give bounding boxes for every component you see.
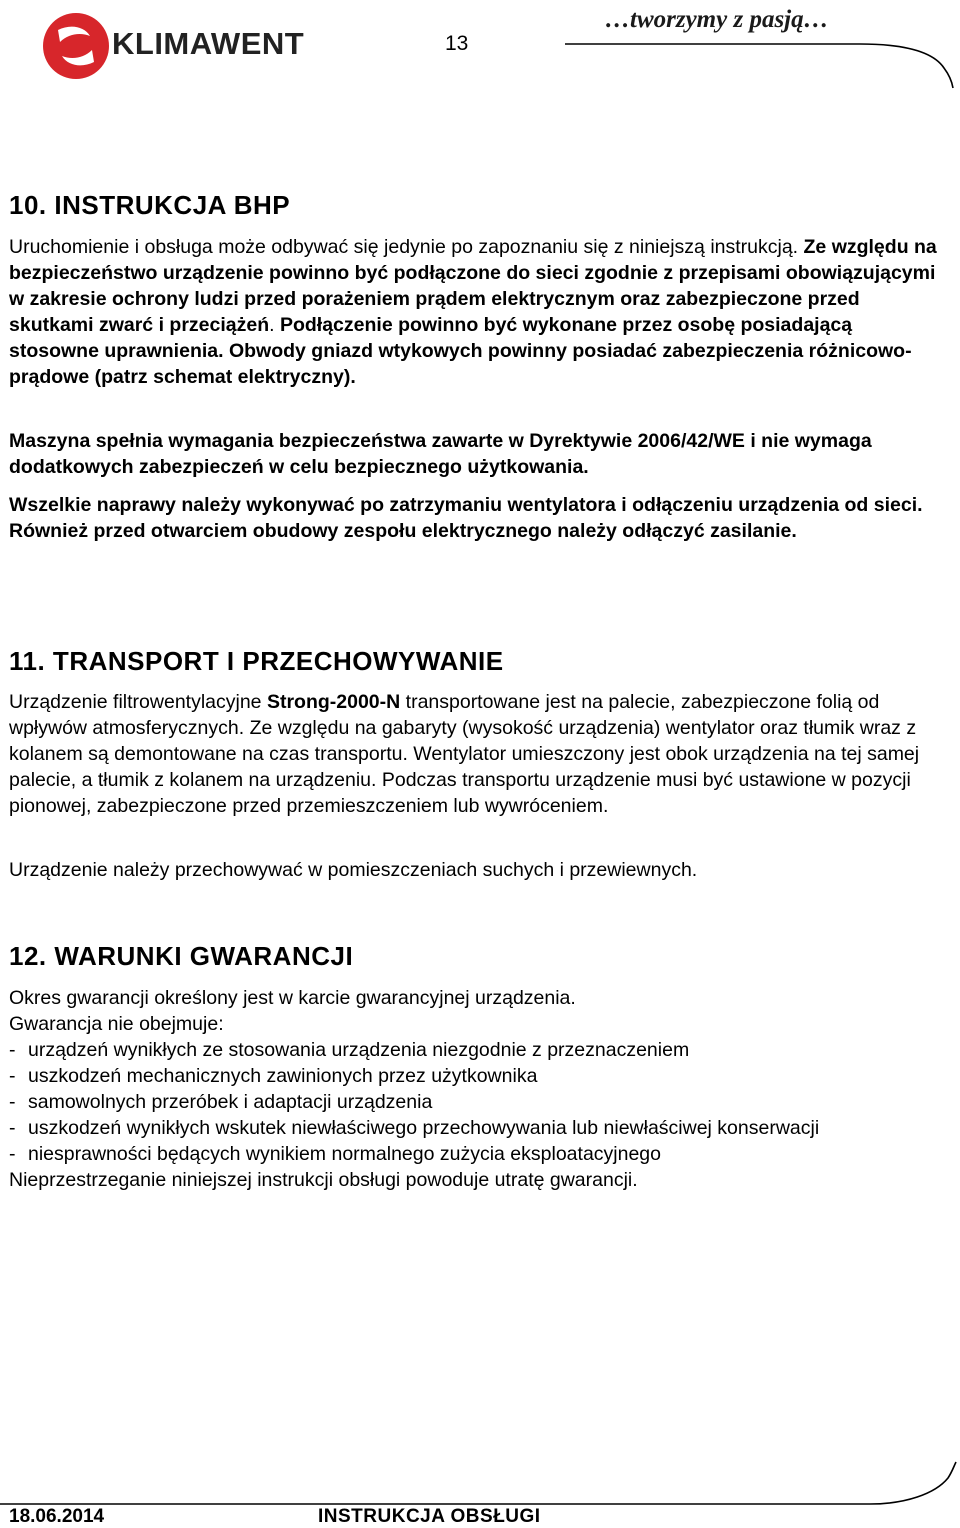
page-number: 13 [445, 32, 469, 55]
bhp-connection-text: Podłączenie powinno być wykonane przez osobę posiadającą stosowne uprawnienia. Obwody gniazd wtykowych powinny posiadać zabezpieczenia różnicowo-prądowe (patrz schemat elektryczny). [9, 314, 912, 388]
footer-decorative-curve [0, 1460, 960, 1510]
list-item: - urządzeń wynikłych ze stosowania urządzenia niezgodnie z przeznaczeniem [9, 1037, 939, 1063]
section-12-content [9, 985, 939, 1193]
bhp-dot: . [269, 314, 275, 336]
section-10-paragraph-2: Maszyna spełnia wymagania bezpieczeństwa zawarte w Dyrektywie 2006/42/WE i nie wymaga dodatkowych zabezpieczeń w celu bezpiecznego użytkowania. [9, 430, 872, 478]
section-10-paragraph-3: Wszelkie naprawy należy wykonywać po zatrzymaniu wentylatora i odłączeniu urządzenia od sieci. Również przed otwarciem obudowy zespołu elektrycznego należy odłączyć zasilanie. [9, 494, 923, 542]
warranty-period-text: Okres gwarancji określony jest w karcie gwarancyjnej urządzenia. [9, 987, 576, 1009]
section-10-paragraph-1 [9, 234, 939, 390]
list-item: - niesprawności będących wynikiem normalnego zużycia eksploatacyjnego [9, 1141, 939, 1167]
brand-name: KLIMAWENT [112, 26, 305, 61]
section-12-heading: 12. WARUNKI GWARANCJI [9, 941, 354, 971]
product-name: Strong-2000-N [266, 691, 401, 713]
list-item: - uszkodzeń wynikłych wskutek niewłaściwego przechowywania lub niewłaściwej konserwacji [9, 1115, 848, 1141]
bhp-safety-text: Ze względu na bezpieczeństwo urządzenie powinno być podłączone do sieci zgodnie z przepisami obowiązującymi w zakresie ochrony ludzi przed porażeniem prądem elektrycznym oraz zabezpieczone przed skutkami zwarć i przeciążeń [9, 236, 937, 336]
slogan: …tworzymy z pasją… [605, 6, 829, 33]
transport-text-a: Urządzenie filtrowentylacyjne [9, 691, 267, 713]
warranty-excludes-label: Gwarancja nie obejmuje: [9, 1013, 224, 1035]
warranty-closing-text: Nieprzestrzeganie niniejszej instrukcji obsługi powoduje utratę gwarancji. [9, 1169, 638, 1191]
section-11-paragraph-2: Urządzenie należy przechowywać w pomieszczeniach suchych i przewiewnych. [9, 859, 698, 881]
footer-title: INSTRUKCJA OBSŁUGI [318, 1506, 541, 1527]
list-item: - uszkodzeń mechanicznych zawinionych przez użytkownika [9, 1063, 939, 1089]
section-11-paragraph-1 [9, 689, 939, 819]
section-11-heading: 11. TRANSPORT I PRZECHOWYWANIE [9, 646, 504, 676]
bhp-intro-text: Uruchomienie i obsługa może odbywać się jedynie po zapoznaniu się z niniejszą instrukcją. [9, 236, 799, 258]
section-10-heading: 10. INSTRUKCJA BHP [9, 190, 291, 220]
list-item: - samowolnych przeróbek i adaptacji urządzenia [9, 1089, 939, 1115]
footer-date: 18.06.2014 [9, 1506, 105, 1527]
header-decorative-curve [560, 30, 960, 90]
transport-text-b: transportowane jest na palecie, zabezpieczone folią od wpływów atmosferycznych. Ze względu na gabaryty (wysokość urządzenia) wentylator oraz tłumik wraz z kolanem są demontowane na czas transportu. Wentylator umieszczony jest obok urządzenia na tej samej palecie, a tłumik z kolanem na urządzeniu. Podczas transportu urządzenie musi być ustawione w pozycji pionowej, zabezpieczone przed przemieszczeniem lub wywróceniem. [9, 691, 920, 817]
warranty-exclusions-list [9, 1037, 939, 1167]
